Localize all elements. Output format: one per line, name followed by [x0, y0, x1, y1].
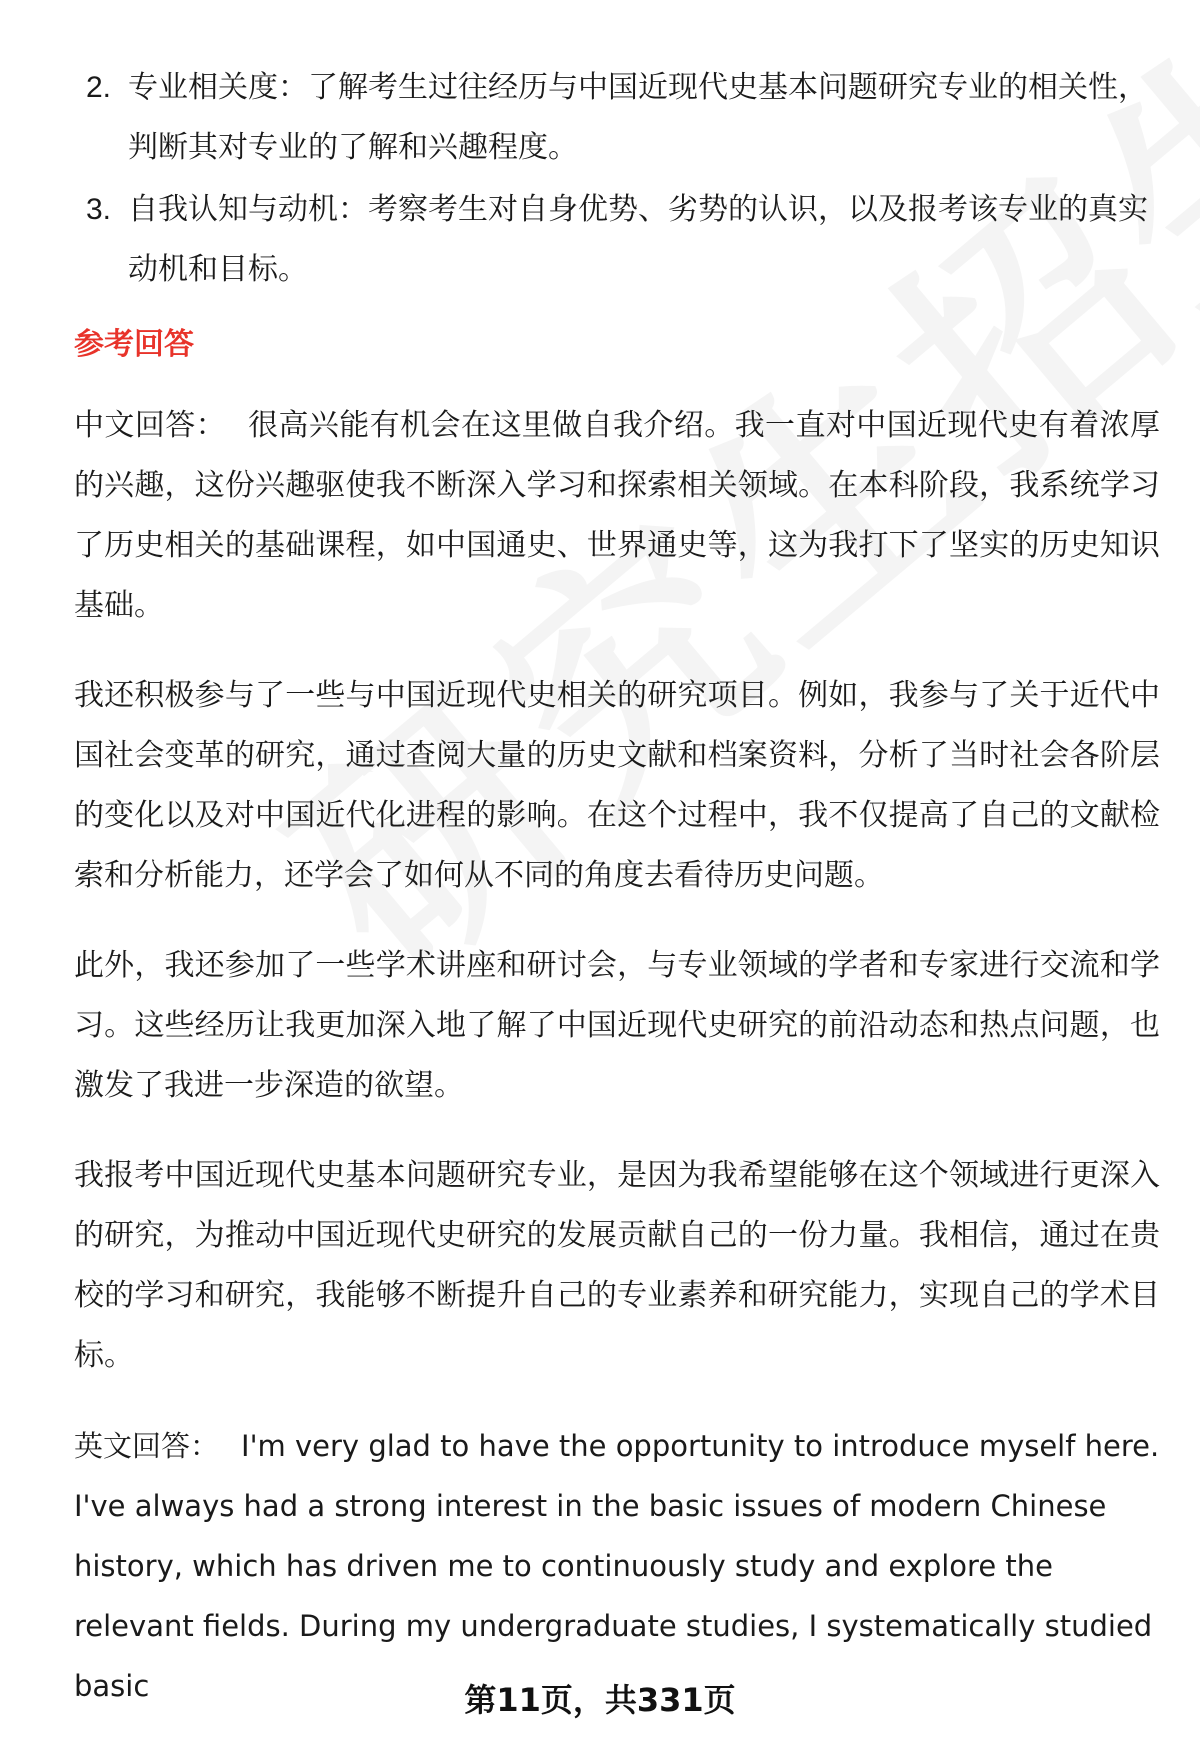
reference-answer-heading: 参考回答 [74, 327, 194, 362]
chinese-answer-paragraph [74, 936, 1160, 1116]
chinese-answer-paragraph [74, 396, 1160, 636]
english-answer-label: 英文回答： [74, 1429, 220, 1463]
criteria-item [74, 58, 1154, 178]
paragraph-text: I'm very glad to have the opportunity to introduce myself here. I've always had a strong interest in the basic issues of modern Chinese history, which has driven me to continuously study and explore the relevant fields. During my undergraduate studies, I systematically studied basic [74, 1429, 1160, 1703]
criteria-item [74, 180, 1154, 300]
paragraph-text: 很高兴能有机会在这里做自我介绍。我一直对中国近现代史有着浓厚的兴趣，这份兴趣驱使我不断深入学习和探索相关领域。在本科阶段，我系统学习了历史相关的基础课程，如中国通史、世界通史等，这为我打下了坚实的历史知识基础。 [74, 408, 1161, 623]
chinese-answer-paragraph [74, 666, 1160, 906]
criteria-number: 2. [86, 71, 112, 104]
paragraph-text: 此外，我还参加了一些学术讲座和研讨会，与专业领域的学者和专家进行交流和学习。这些经历让我更加深入地了解了中国近现代史研究的前沿动态和热点问题，也激发了我进一步深造的欲望。 [74, 948, 1160, 1103]
criteria-text: 专业相关度：了解考生过往经历与中国近现代史基本问题研究专业的相关性，判断其对专业的了解和兴趣程度。 [128, 70, 1148, 165]
criteria-number: 3. [86, 193, 112, 226]
paragraph-text: 我还积极参与了一些与中国近现代史相关的研究项目。例如，我参与了关于近代中国社会变革的研究，通过查阅大量的历史文献和档案资料，分析了当时社会各阶层的变化以及对中国近代化进程的影响。在这个过程中，我不仅提高了自己的文献检索和分析能力，还学会了如何从不同的角度去看待历史问题。 [74, 678, 1160, 893]
criteria-text: 自我认知与动机：考察考生对自身优势、劣势的认识，以及报考该专业的真实动机和目标。 [128, 192, 1148, 287]
chinese-answer-paragraph [74, 1146, 1160, 1386]
paragraph-text: 我报考中国近现代史基本问题研究专业，是因为我希望能够在这个领域进行更深入的研究，为推动中国近现代史研究的发展贡献自己的一份力量。我相信，通过在贵校的学习和研究，我能够不断提升自己的专业素养和研究能力，实现自己的学术目标。 [74, 1158, 1160, 1373]
page-number-footer: 第11页，共331页 [464, 1681, 736, 1719]
criteria-list [74, 58, 1154, 302]
english-answer-paragraph [74, 1416, 1160, 1716]
answer-content [74, 396, 1160, 1716]
chinese-answer-label: 中文回答： [74, 408, 227, 443]
